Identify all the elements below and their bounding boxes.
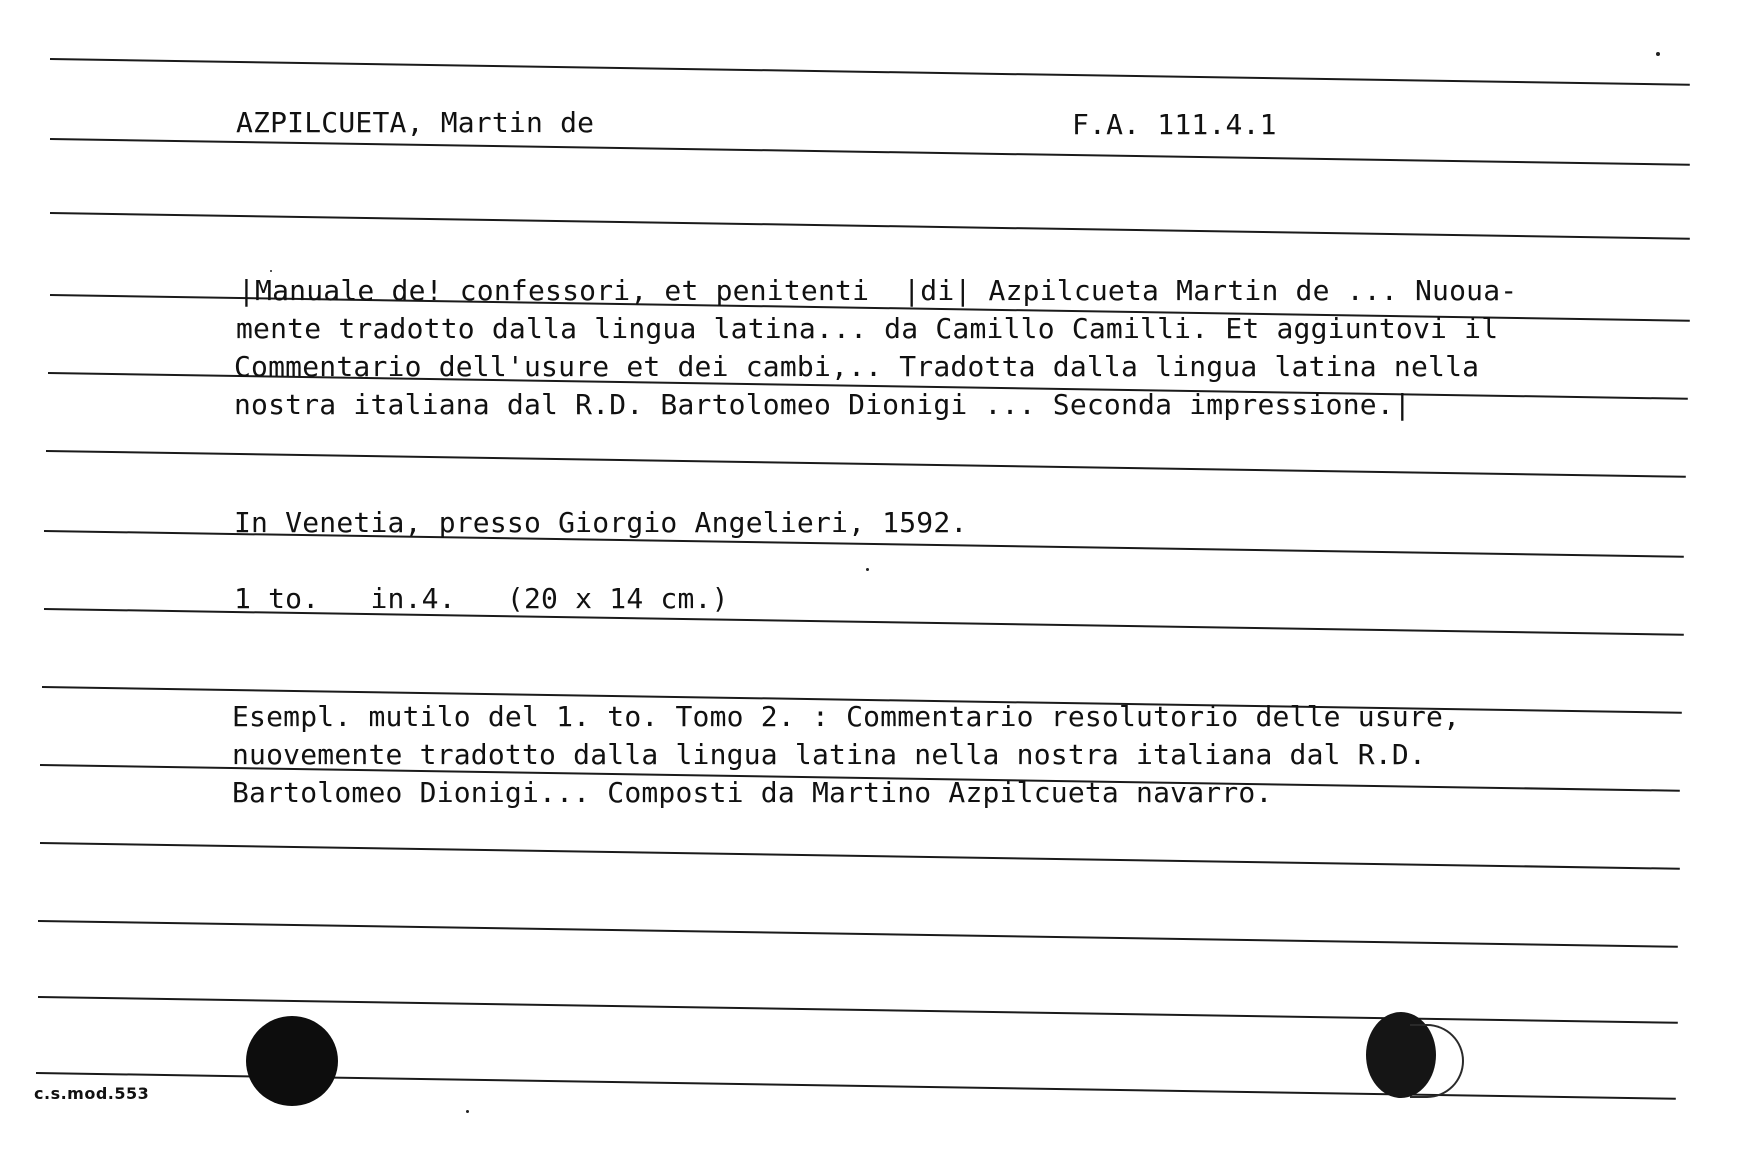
title-line: mente tradotto dalla lingua latina... da Camillo Camilli. Et aggiuntovi il: [236, 312, 1499, 345]
collation: 1 to. in.4. (20 x 14 cm.): [234, 582, 729, 615]
author-heading: AZPILCUETA, Martin de: [236, 106, 595, 139]
ruled-line: [50, 58, 1690, 86]
ruled-line: [38, 920, 1678, 948]
title-line: Commentario dell'usure et dei cambi,.. Tradotta dalla lingua latina nella: [234, 350, 1480, 383]
note-line: Bartolomeo Dionigi... Composti da Martino Azpilcueta navarro.: [232, 776, 1273, 809]
ruled-line: [50, 212, 1690, 240]
punch-hole-right-edge: [1410, 1024, 1464, 1098]
imprint: In Venetia, presso Giorgio Angelieri, 1592.: [234, 506, 968, 539]
note-line: nuovemente tradotto dalla lingua latina nella nostra italiana dal R.D.: [232, 738, 1427, 771]
scan-speck: [466, 1110, 469, 1113]
scan-speck: [866, 568, 869, 571]
form-code: c.s.mod.553: [34, 1084, 150, 1103]
scan-speck: [1656, 52, 1660, 56]
ruled-line: [40, 842, 1680, 870]
title-line: |Manuale de! confessori, et penitenti |di| Azpilcueta Martin de ... Nuoua-: [238, 274, 1518, 307]
ruled-line: [46, 450, 1686, 478]
shelfmark: F.A. 111.4.1: [1072, 108, 1277, 141]
scan-speck: [270, 270, 272, 272]
punch-hole-left: [246, 1016, 338, 1106]
note-line: Esempl. mutilo del 1. to. Tomo 2. : Commentario resolutorio delle usure,: [232, 700, 1461, 733]
title-line: nostra italiana dal R.D. Bartolomeo Dionigi ... Seconda impressione.|: [234, 388, 1411, 421]
ruled-line: [50, 138, 1690, 166]
